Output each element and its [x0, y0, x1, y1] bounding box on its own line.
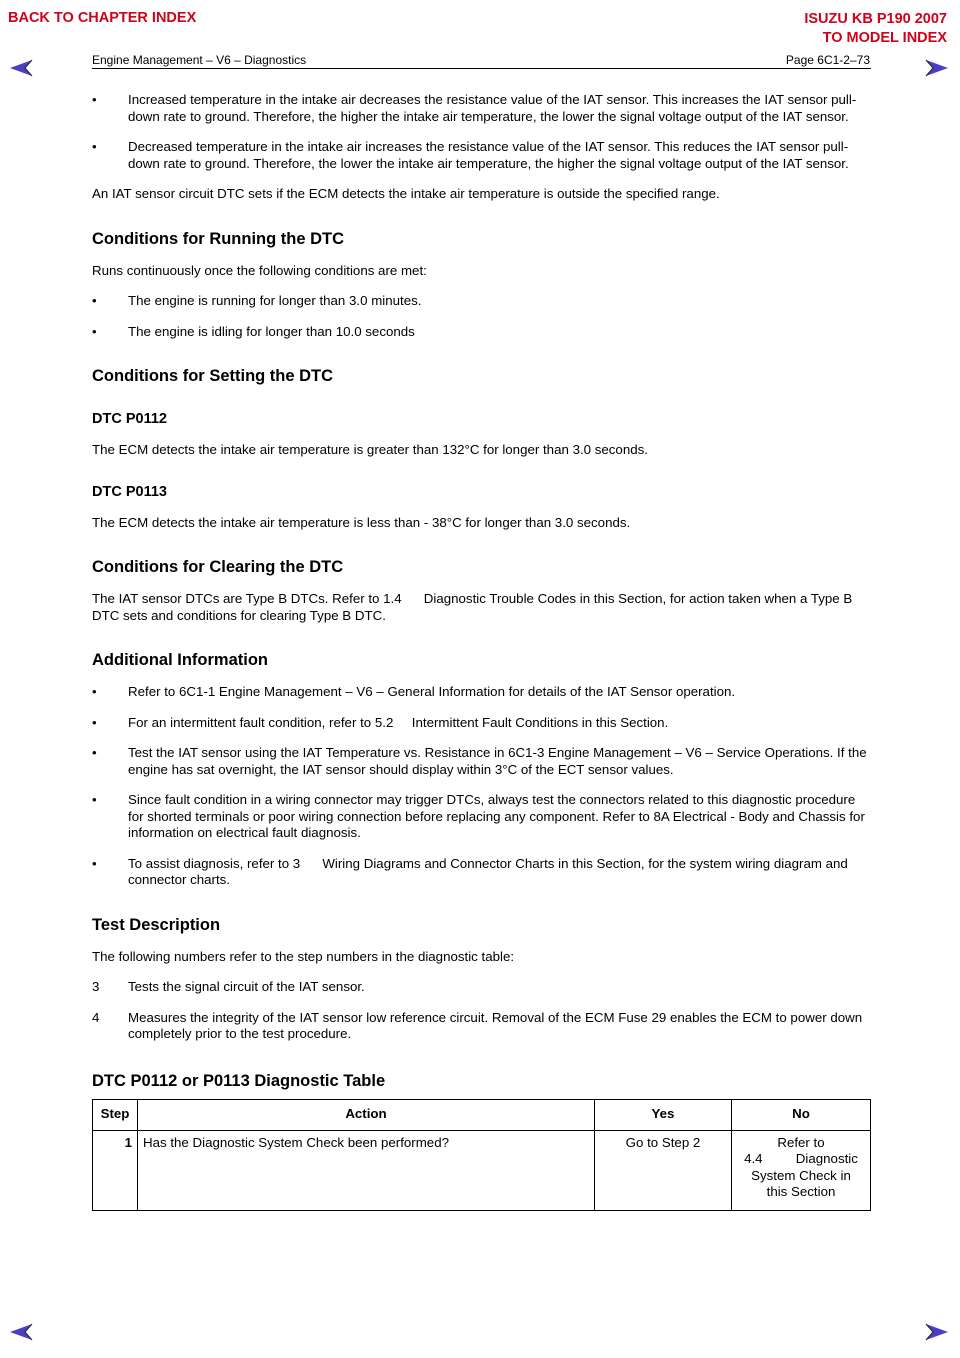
- header-page-number: Page 6C1-2–73: [785, 53, 870, 67]
- intro-paragraph: An IAT sensor circuit DTC sets if the ECM detects the intake air temperature is outside the specified range.: [92, 186, 720, 201]
- clearing-text: The IAT sensor DTCs are Type B DTCs. Refer to 1.4 Diagnostic Trouble Codes in this Section, for action taken when a Type B DTC sets and conditions for clearing Type B DTC.: [92, 591, 856, 623]
- p0113-text: The ECM detects the intake air temperature is less than - 38°C for longer than 3.0 seconds.: [92, 514, 631, 530]
- column-header-step: Step: [93, 1099, 138, 1130]
- bullet-item: • The engine is idling for longer than 10.0 seconds: [92, 323, 415, 339]
- bullet-item: • Decreased temperature in the intake air increases the resistance value of the IAT sensor. This reduces the IAT sensor pull-down rate to ground. Therefore, the lower the intake air temperature, the higher the signal voltage output of the IAT sensor.: [92, 139, 849, 171]
- running-intro: Runs continuously once the following conditions are met:: [92, 262, 427, 278]
- table-row: [93, 1130, 871, 1210]
- header-divider: [92, 68, 871, 69]
- subsection-heading: DTC P0113: [92, 483, 167, 500]
- test-description-intro: The following numbers refer to the step numbers in the diagnostic table:: [92, 948, 515, 964]
- table-header-row: [93, 1099, 871, 1130]
- bullet-item: • Test the IAT sensor using the IAT Temperature vs. Resistance in 6C1-3 Engine Management – V6 – Service Operations. If the engine has sat overnight, the IAT sensor should display within 3°C of the ECT sensor values.: [92, 745, 867, 777]
- yes-cell: Go to Step 2: [595, 1130, 732, 1210]
- no-cell: Refer to 4.4 Diagnostic System Check in this Section: [732, 1130, 871, 1210]
- section-heading: Test Description: [92, 915, 221, 934]
- bullet-item: • Refer to 6C1-1 Engine Management – V6 – General Information for details of the IAT Sensor operation.: [92, 684, 736, 699]
- table-title: DTC P0112 or P0113 Diagnostic Table: [92, 1071, 386, 1090]
- page-content: [92, 92, 872, 1211]
- numbered-item: 4 Measures the integrity of the IAT sensor low reference circuit. Removal of the ECM Fuse 29 enables the ECM to power down completely prior to the test procedure.: [92, 1009, 863, 1041]
- model-index-nav[interactable]: [804, 10, 947, 48]
- action-cell: Has the Diagnostic System Check been performed?: [138, 1130, 595, 1210]
- subsection-heading: DTC P0112: [92, 411, 167, 427]
- bullet-item: • Since fault condition in a wiring connector may trigger DTCs, always test the connectors related to this diagnostic procedure for shorted terminals or poor wiring connection before replacing any component. Refer to 8A Electrical - Body and Chassis for information on electrical fault diagnosis.: [92, 792, 865, 840]
- step-cell: 1: [93, 1130, 138, 1210]
- bullet-item: • To assist diagnosis, refer to 3 Wiring Diagrams and Connector Charts in this Section, for the system wiring diagram and connector charts.: [92, 855, 852, 887]
- column-header-yes: Yes: [595, 1099, 732, 1130]
- section-heading: Conditions for Running the DTC: [92, 229, 345, 248]
- header-section-title: Engine Management – V6 – Diagnostics: [92, 53, 307, 67]
- diagnostic-table: [92, 1099, 871, 1211]
- p0112-text: The ECM detects the intake air temperature is greater than 132°C for longer than 3.0 seconds.: [92, 442, 648, 457]
- section-heading: Conditions for Setting the DTC: [92, 367, 334, 385]
- bullet-item: • For an intermittent fault condition, refer to 5.2 Intermittent Fault Conditions in this Section.: [92, 714, 669, 730]
- back-to-chapter-index-link[interactable]: BACK TO CHAPTER INDEX: [8, 10, 197, 26]
- numbered-item: 3 Tests the signal circuit of the IAT sensor.: [92, 979, 365, 994]
- left-arrow-icon[interactable]: [8, 58, 36, 78]
- to-model-index-link[interactable]: TO MODEL INDEX: [822, 30, 947, 46]
- section-heading: Conditions for Clearing the DTC: [92, 558, 344, 576]
- left-arrow-icon[interactable]: [8, 1322, 36, 1342]
- bullet-item: • Increased temperature in the intake air decreases the resistance value of the IAT sensor. This increases the IAT sensor pull-down rate to ground. Therefore, the higher the intake air temperature, the lower the signal voltage output of the IAT sensor.: [92, 92, 857, 124]
- right-arrow-icon[interactable]: [922, 1322, 950, 1342]
- right-arrow-icon[interactable]: [922, 58, 950, 78]
- section-heading: Additional Information: [92, 651, 268, 669]
- bullet-item: • The engine is running for longer than 3.0 minutes.: [92, 293, 422, 308]
- column-header-no: No: [732, 1099, 871, 1130]
- model-title-link[interactable]: ISUZU KB P190 2007: [804, 11, 947, 27]
- column-header-action: Action: [138, 1099, 595, 1130]
